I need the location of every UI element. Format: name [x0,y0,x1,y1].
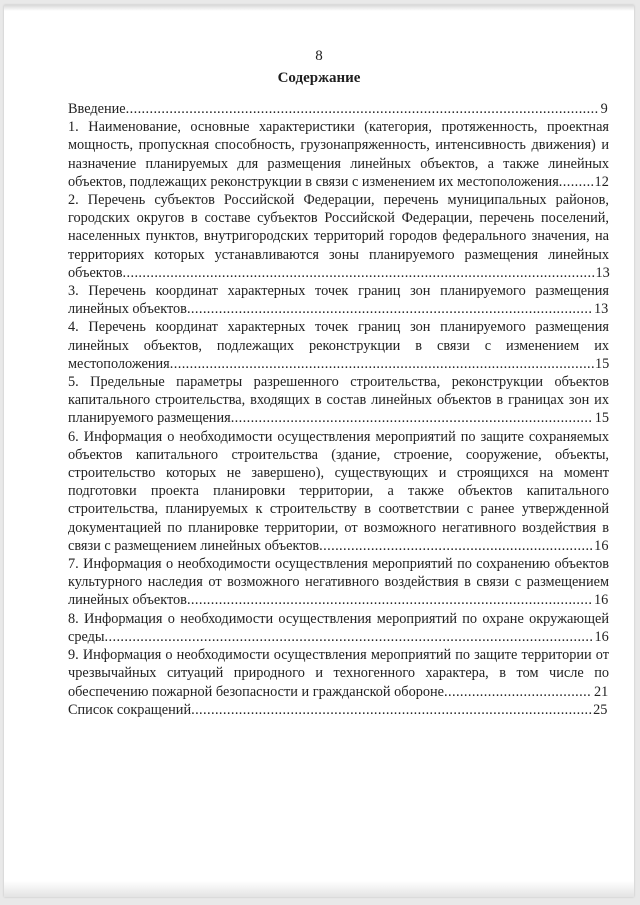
toc-entry-introduction [68,100,609,118]
toc-entry-page: 16 [594,628,609,645]
toc-entry-page: 16 [594,537,609,554]
toc-dot-leader: ..................................... [444,683,592,700]
toc-entry-text: 8. Информация о необходимости осуществления мероприятий по охране окружающей среды [68,610,609,645]
toc-entry-tail [444,684,608,700]
toc-entry-page: 13 [595,264,610,281]
toc-dot-leader: ......... [558,173,595,190]
toc-entry-9 [68,646,609,701]
toc-entry-page: 21 [594,683,609,700]
toc-entry-text: 4. Перечень координат характерных точек границ зон планируемого размещения линейных объектов, подлежащих реконструкции в связи с изменением их местоположения [68,319,609,372]
toc-entry-page: 16 [593,592,609,609]
toc-entry-page: 9 [600,101,608,117]
scan-bottom-shadow [4,881,634,897]
toc-entry-body [68,282,609,318]
toc-entry-body [68,191,609,282]
toc-entry-text: 9. Информация о необходимости осуществления мероприятий по защите территории от чрезвычайных ситуаций природного и техногенного характера, в том числе по обеспечению пожарной безопасности и гражданской обороне [68,647,609,700]
toc-dot-leader: ...................................................................................................... [186,301,593,318]
toc-title: Содержание [277,70,361,86]
toc-entry-body [68,373,609,428]
toc-entry-4 [68,318,609,373]
toc-dot-leader: ..................................................................... [319,537,594,554]
toc-entry-body [68,610,609,646]
toc-entry-tail [123,265,610,281]
toc-entry-body [68,555,609,610]
toc-entry-tail [191,702,607,718]
toc-dot-leader: ...................................................................................................... [186,592,593,609]
toc-entry-text: Введение [68,101,126,117]
toc-entry-tail [319,538,608,554]
toc-entry-text: 3. Перечень координат характерных точек границ зон планируемого размещения линейных объектов [68,283,609,318]
toc-entry-body [68,646,609,701]
document-page [4,5,634,897]
toc-dot-leader: ....................................................................................................................... [125,101,599,117]
toc-entry-tail [231,410,609,426]
toc-entry-text: Список сокращений [68,701,192,718]
toc-entry-abbreviations [68,701,609,719]
toc-entry-5 [68,373,609,428]
toc-entry-7 [68,555,609,610]
toc-entry-page: 15 [595,355,610,372]
toc-entry-page: 25 [593,701,608,718]
toc-entry-body [68,318,609,373]
toc-entry-text: 6. Информация о необходимости осуществления мероприятий по защите сохраняемых объектов капитального строительства (здание, строение, сооружение, объекты, строительство которых не завершено), существующих и строящихся на момент подготовки проекта планировки территории, а также объектов капитального строительства, планируемых к строительству в соответствии с ранее утвержденной документацией по планировке территории, от возможного негативного воздействия в связи с размещением линейных объектов [68,428,609,554]
toc-entry-tail [105,629,609,645]
toc-dot-leader: ........................................................................................................................... [104,628,594,645]
toc-entry-text: 1. Наименование, основные характеристики (категория, протяженность, проектная мощность, пропускная способность, грузонапряженность, интенсивность движения) и назначение планируемых для размещения линейных объектов, а также линейных объектов, подлежащих реконструкции в связи с изменением их местоположения [68,119,609,190]
toc-entry-tail [126,101,608,117]
toc-entry-body [68,118,609,191]
page-number: 8 [315,48,323,64]
toc-entry-text: 2. Перечень субъектов Российской Федерации, перечень муниципальных районов, городских округов в составе субъектов Российской Федерации, перечень поселений, населенных пунктов, внутригородских территорий городов федерального значения, на территориях которых устанавливаются зоны планируемого размещения линейных объектов [68,192,609,281]
toc-entry-body [68,100,609,118]
table-of-contents [68,100,609,719]
toc-entry-1 [68,118,609,191]
toc-entry-tail [187,592,608,608]
toc-entry-page: 15 [594,410,609,427]
toc-entry-3 [68,282,609,318]
toc-entry-6 [68,428,609,555]
toc-entry-8 [68,610,609,646]
toc-entry-tail [170,356,610,372]
toc-entry-page: 12 [594,173,609,190]
toc-entry-body [68,701,609,719]
toc-dot-leader: ..................................................................................................... [191,701,593,718]
toc-entry-tail [559,174,609,190]
toc-dot-leader: ........................................................................................................... [169,355,596,372]
toc-entry-2 [68,191,609,282]
toc-entry-page: 13 [593,301,609,318]
toc-entry-text: 5. Предельные параметры разрешенного строительства, реконструкции объектов капитального строительства, входящих в состав линейных объектов в границах зон их планируемого размещения [68,374,609,427]
scan-top-shadow [4,5,634,11]
toc-entry-text: 7. Информация о необходимости осуществления мероприятий по сохранению объектов культурного наследия от возможного негативного воздействия в связи с размещением линейных объектов [68,556,609,609]
toc-dot-leader: ....................................................................................................................... [122,264,596,281]
toc-dot-leader: ........................................................................................... [230,410,593,427]
toc-entry-tail [187,301,608,317]
toc-entry-body [68,428,609,555]
